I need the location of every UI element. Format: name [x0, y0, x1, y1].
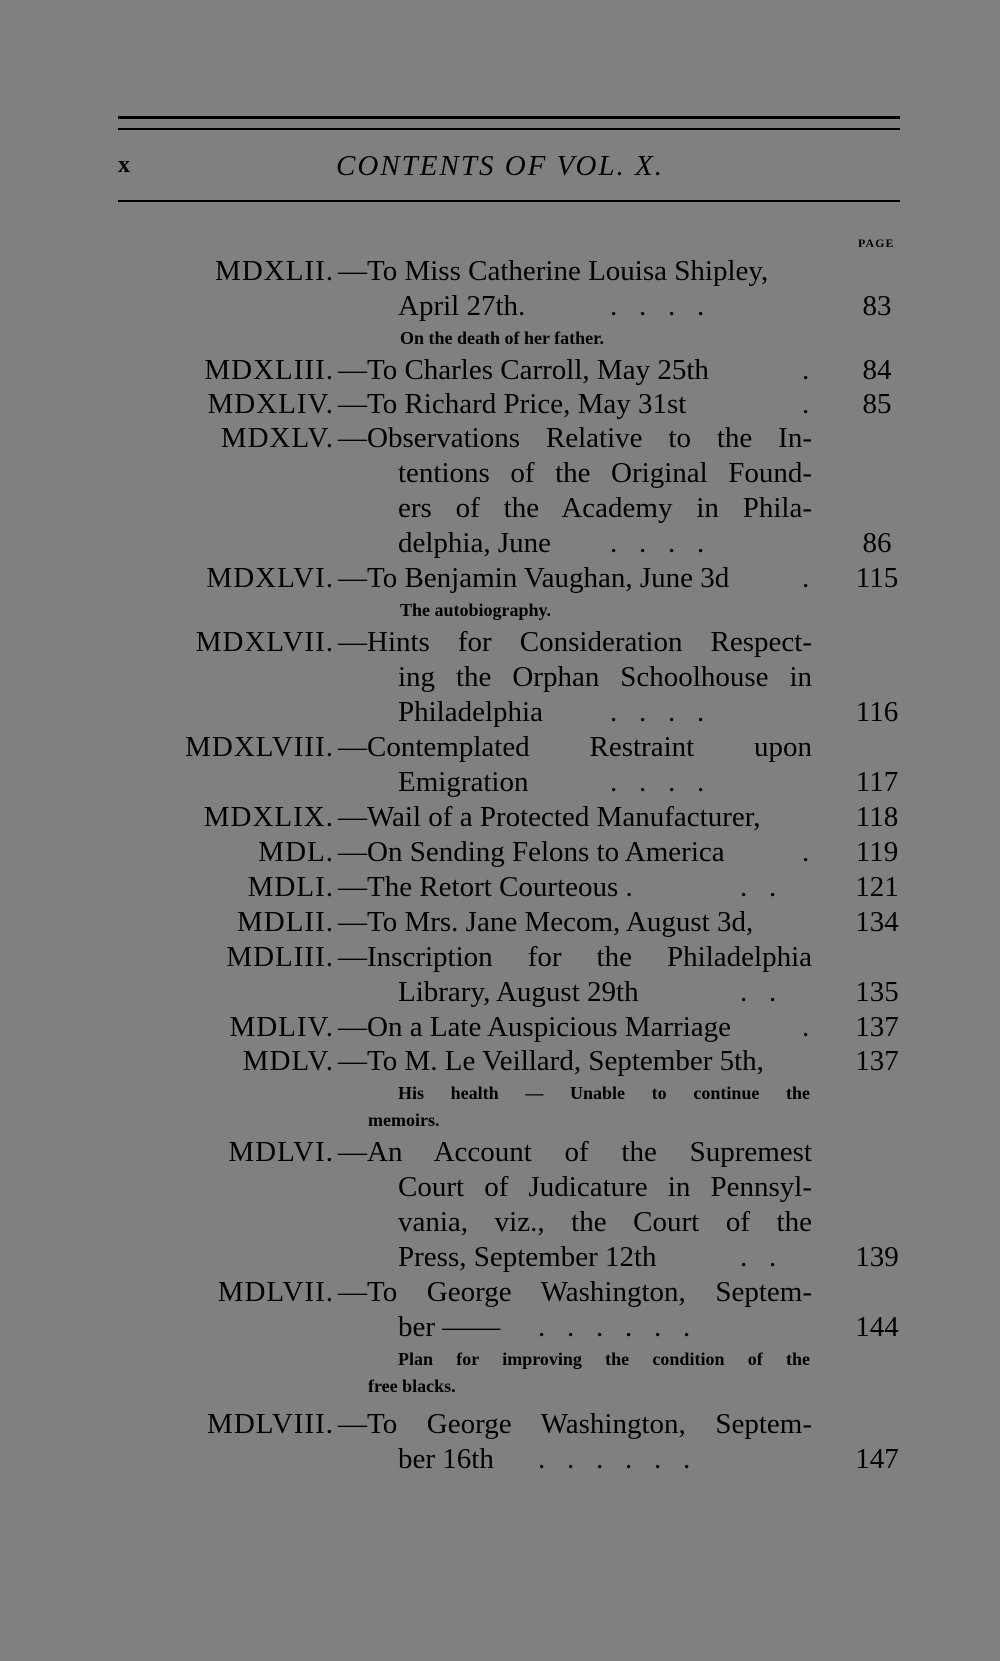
- page-number: 139: [855, 1241, 899, 1273]
- entry-note: free blacks.: [368, 1376, 456, 1396]
- entry-text-line: Philadelphia: [398, 696, 543, 728]
- entry-note: His health — Unable to continue the: [398, 1083, 810, 1103]
- leader-dots: . . . .: [610, 290, 705, 322]
- leader-dots: . . . .: [610, 766, 705, 798]
- leader-dots: . .: [740, 976, 777, 1008]
- entry-note: On the death of her father.: [400, 328, 604, 348]
- page-number: 83: [862, 290, 892, 322]
- page-number: 119: [855, 836, 899, 868]
- running-head-title: CONTENTS OF VOL. X.: [336, 150, 664, 182]
- entry-note: The autobiography.: [400, 600, 552, 620]
- page-number: 116: [855, 696, 899, 728]
- entry-text-line: —To George Washington, Septem-: [338, 1408, 812, 1440]
- entry-number: MDLVI.: [228, 1136, 334, 1168]
- entry-number: MDXLVIII.: [185, 731, 334, 763]
- entry-number: MDXLIII.: [204, 354, 334, 386]
- page-number: 115: [855, 562, 899, 594]
- entry-text-line: —To Charles Carroll, May 25th: [338, 354, 709, 386]
- top-double-rule-lower: [118, 128, 900, 130]
- entry-text-line: —Wail of a Protected Manufacturer,: [338, 801, 761, 833]
- entry-number: MDLII.: [236, 906, 334, 938]
- leader-dots: .: [802, 388, 810, 420]
- entry-text-line: —Inscription for the Philadelphia: [338, 941, 812, 973]
- page-number: 144: [855, 1311, 899, 1343]
- page-number: 86: [862, 527, 892, 559]
- entry-text-line: —Contemplated Restraint upon: [338, 731, 812, 763]
- page-number: 134: [855, 906, 899, 938]
- page-number: 117: [855, 766, 899, 798]
- entry-number: MDLVII.: [217, 1276, 334, 1308]
- page-number: 135: [855, 976, 899, 1008]
- entry-text-line: —Observations Relative to the In-: [338, 422, 812, 454]
- entry-number: MDXLII.: [215, 255, 334, 287]
- entry-text-line: Emigration: [398, 766, 529, 798]
- entry-text-line: —Hints for Consideration Respect-: [338, 626, 812, 658]
- leader-dots: .: [802, 1011, 810, 1043]
- leader-dots: . . . . . .: [538, 1443, 691, 1475]
- leader-dots: .: [802, 836, 810, 868]
- entry-number: MDL.: [258, 836, 334, 868]
- entry-number: MDLV.: [242, 1045, 334, 1077]
- entry-number: MDXLVII.: [195, 626, 334, 658]
- entry-number: MDXLVI.: [206, 562, 334, 594]
- leader-dots: . . . . . .: [538, 1311, 691, 1343]
- entry-number: MDLIV.: [229, 1011, 334, 1043]
- leader-dots: . . . .: [610, 527, 705, 559]
- page-number: 137: [855, 1011, 899, 1043]
- entry-text-line: Press, September 12th: [398, 1241, 657, 1273]
- leader-dots: . .: [740, 1241, 777, 1273]
- entry-text-line: —To Mrs. Jane Mecom, August 3d,: [338, 906, 754, 938]
- entry-text-line: —To George Washington, Septem-: [338, 1276, 812, 1308]
- entry-text-line: —To M. Le Veillard, September 5th,: [338, 1045, 764, 1077]
- entry-text-line: delphia, June: [398, 527, 552, 559]
- entry-text-line: —To Miss Catherine Louisa Shipley,: [338, 255, 769, 287]
- entry-text-line: —The Retort Courteous .: [338, 871, 633, 903]
- entry-text-line: Court of Judicature in Pennsyl-: [398, 1171, 812, 1203]
- entry-text-line: —On a Late Auspicious Marriage: [338, 1011, 732, 1043]
- entry-text-line: —An Account of the Supremest: [338, 1136, 812, 1168]
- entry-text-line: ing the Orphan Schoolhouse in: [398, 661, 812, 693]
- entry-text-line: tentions of the Original Found-: [398, 457, 812, 489]
- entry-number: MDXLIX.: [203, 801, 334, 833]
- folio-number: x: [118, 152, 130, 178]
- entry-text-line: —To Benjamin Vaughan, June 3d: [338, 562, 730, 594]
- entry-text-line: ber 16th: [398, 1443, 494, 1475]
- page-number: 137: [855, 1045, 899, 1077]
- entry-number: MDXLIV.: [207, 388, 334, 420]
- page-number: 84: [862, 354, 892, 386]
- entry-note: Plan for improving the condition of the: [398, 1349, 810, 1369]
- top-double-rule-upper: [118, 116, 900, 119]
- entry-number: MDXLV.: [220, 422, 334, 454]
- page-column-label: PAGE: [858, 236, 895, 250]
- entry-text-line: ers of the Academy in Phila-: [398, 492, 812, 524]
- header-rule: [118, 200, 900, 202]
- entry-text-line: —To Richard Price, May 31st: [338, 388, 687, 420]
- entry-number: MDLI.: [247, 871, 334, 903]
- page-number: 147: [855, 1443, 899, 1475]
- leader-dots: .: [802, 562, 810, 594]
- leader-dots: .: [802, 354, 810, 386]
- leader-dots: . . . .: [610, 696, 705, 728]
- page-number: 85: [862, 388, 892, 420]
- entry-text-line: Library, August 29th: [398, 976, 639, 1008]
- page-number: 118: [855, 801, 899, 833]
- page-number: 121: [855, 871, 899, 903]
- entry-note: memoirs.: [368, 1110, 440, 1130]
- entry-number: MDLIII.: [226, 941, 334, 973]
- entry-text-line: ber ——: [398, 1311, 501, 1343]
- entry-number: MDLVIII.: [207, 1408, 334, 1440]
- entry-text-line: vania, viz., the Court of the: [398, 1206, 812, 1238]
- leader-dots: . .: [740, 871, 777, 903]
- entry-text-line: —On Sending Felons to America: [338, 836, 725, 868]
- entry-text-line: April 27th.: [398, 290, 526, 322]
